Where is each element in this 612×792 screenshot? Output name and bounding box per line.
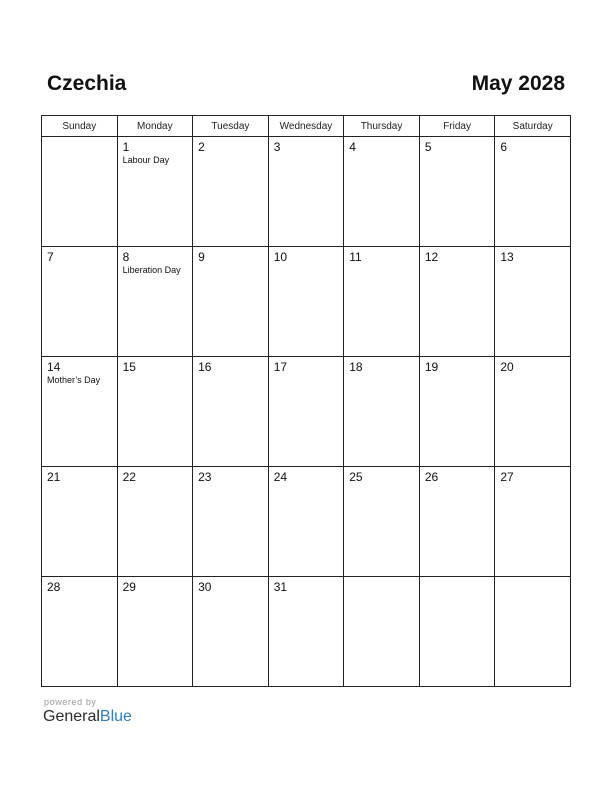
day-cell bbox=[42, 467, 118, 577]
day-number: 29 bbox=[122, 580, 136, 594]
day-number: 14 bbox=[47, 360, 61, 374]
brand-blue-text: Blue bbox=[99, 708, 132, 725]
day-number: 10 bbox=[273, 250, 288, 264]
holiday-label: Mother’s Day bbox=[47, 375, 101, 385]
day-cell bbox=[344, 357, 420, 467]
day-cell bbox=[495, 357, 571, 467]
day-cell bbox=[42, 247, 118, 357]
week-row bbox=[42, 467, 571, 577]
week-row bbox=[42, 357, 571, 467]
empty-day-cell bbox=[344, 577, 420, 687]
day-cell bbox=[193, 467, 269, 577]
day-cell bbox=[193, 577, 269, 687]
day-cell bbox=[419, 467, 495, 577]
weekday-header-sunday: Sunday bbox=[42, 116, 118, 137]
day-number: 24 bbox=[273, 470, 288, 484]
day-number: 30 bbox=[198, 580, 212, 594]
holiday-label: Labour Day bbox=[122, 155, 170, 165]
calendar-body bbox=[42, 137, 571, 687]
day-number: 18 bbox=[349, 360, 363, 374]
day-cell bbox=[268, 247, 344, 357]
day-cell bbox=[117, 137, 193, 247]
empty-day-cell bbox=[42, 137, 118, 247]
day-number: 16 bbox=[198, 360, 212, 374]
day-cell bbox=[193, 137, 269, 247]
week-row bbox=[42, 247, 571, 357]
weekday-header-wednesday: Wednesday bbox=[268, 116, 344, 137]
day-number: 31 bbox=[273, 580, 288, 594]
weekday-header-row bbox=[42, 116, 571, 137]
day-cell bbox=[117, 357, 193, 467]
day-number: 22 bbox=[122, 470, 136, 484]
day-cell bbox=[495, 467, 571, 577]
day-number: 5 bbox=[424, 140, 432, 154]
day-cell bbox=[419, 357, 495, 467]
day-number: 9 bbox=[198, 250, 205, 264]
day-cell bbox=[268, 467, 344, 577]
day-cell bbox=[344, 467, 420, 577]
weekday-header-friday: Friday bbox=[419, 116, 495, 137]
day-number: 8 bbox=[122, 250, 130, 264]
day-number: 27 bbox=[500, 470, 514, 484]
weekday-header-saturday: Saturday bbox=[495, 116, 571, 137]
day-number: 20 bbox=[500, 360, 514, 374]
week-row bbox=[42, 137, 571, 247]
day-cell bbox=[495, 247, 571, 357]
day-cell bbox=[42, 357, 118, 467]
day-cell bbox=[268, 137, 344, 247]
holiday-label: Liberation Day bbox=[122, 265, 181, 275]
day-number: 26 bbox=[424, 470, 439, 484]
weekday-header-tuesday: Tuesday bbox=[193, 116, 269, 137]
day-cell bbox=[117, 467, 193, 577]
day-cell bbox=[268, 357, 344, 467]
weekday-header-monday: Monday bbox=[117, 116, 193, 137]
empty-day-cell bbox=[495, 577, 571, 687]
day-cell bbox=[117, 577, 193, 687]
day-number: 3 bbox=[273, 140, 281, 154]
day-number: 21 bbox=[47, 470, 61, 484]
month-year-title: May 2028 bbox=[471, 72, 565, 95]
day-number: 2 bbox=[198, 140, 205, 154]
day-cell bbox=[268, 577, 344, 687]
country-title: Czechia bbox=[47, 72, 127, 95]
day-cell bbox=[193, 247, 269, 357]
day-number: 11 bbox=[349, 250, 362, 264]
day-number: 19 bbox=[424, 360, 439, 374]
day-cell bbox=[344, 137, 420, 247]
weekday-header-thursday: Thursday bbox=[344, 116, 420, 137]
day-number: 28 bbox=[47, 580, 61, 594]
week-row bbox=[42, 577, 571, 687]
generalblue-logo bbox=[43, 707, 132, 727]
day-cell bbox=[495, 137, 571, 247]
day-cell bbox=[193, 357, 269, 467]
day-number: 17 bbox=[273, 360, 288, 374]
day-number: 12 bbox=[424, 250, 439, 264]
day-number: 4 bbox=[349, 140, 356, 154]
day-cell bbox=[117, 247, 193, 357]
empty-day-cell bbox=[419, 577, 495, 687]
day-number: 15 bbox=[122, 360, 136, 374]
day-cell bbox=[344, 247, 420, 357]
day-number: 6 bbox=[500, 140, 508, 154]
calendar-grid bbox=[41, 115, 571, 687]
day-cell bbox=[42, 577, 118, 687]
day-number: 1 bbox=[122, 140, 130, 154]
day-number: 25 bbox=[349, 470, 363, 484]
day-cell bbox=[419, 137, 495, 247]
day-number: 7 bbox=[47, 250, 54, 264]
day-number: 13 bbox=[500, 250, 514, 264]
powered-by-label: powered by bbox=[44, 697, 97, 707]
day-number: 23 bbox=[198, 470, 212, 484]
brand-general-text: General bbox=[43, 708, 100, 725]
day-cell bbox=[419, 247, 495, 357]
